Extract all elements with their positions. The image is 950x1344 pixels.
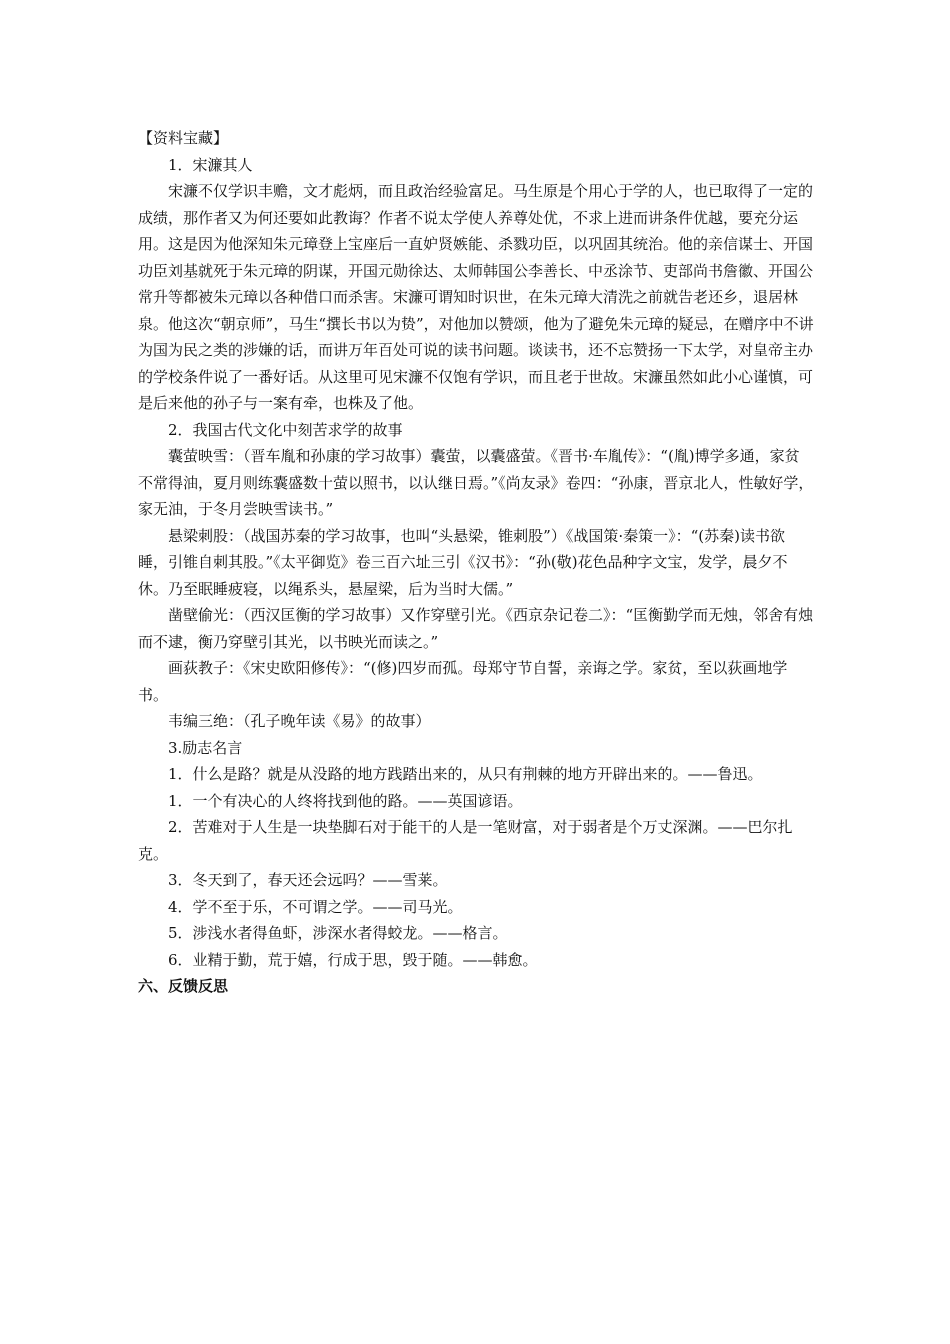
quote-item: 5．涉浅水者得鱼虾，涉深水者得蛟龙。——格言。 [168, 924, 508, 942]
subsection-title-2: 2．我国古代文化中刻苦求学的故事 [168, 420, 403, 439]
section-title-feedback: 六、反馈反思 [138, 977, 229, 995]
quote-item: 6．业精于勤，荒于嬉，行成于思，毁于随。——韩愈。 [168, 950, 538, 969]
quote-item: 4．学不至于乐，不可谓之学。——司马光。 [168, 897, 463, 916]
quote-item: 1．一个有决心的人终将找到他的路。——英国谚语。 [168, 791, 523, 810]
document-body [138, 125, 814, 1000]
story-xuanliang-cigu: 悬梁刺股：（战国苏秦的学习故事，也叫“头悬梁，锥刺股”）《战国策·秦策一》：“(苏秦)读书欲睡，引锥自刺其股。”《太平御览》卷三百六址三引《汉书》：“孙(敬)花色品种字文宝，发学，晨夕不休。乃至眠睡疲寝，以绳系头，悬屋梁，后为当时大儒。” [138, 526, 788, 598]
quote-item: 1．什么是路？就是从没路的地方践踏出来的，从只有荆棘的地方开辟出来的。——鲁迅。 [168, 765, 763, 783]
story-nangying-yingxue: 囊萤映雪：（晋车胤和孙康的学习故事）囊萤，以囊盛萤。《晋书·车胤传》：“(胤)博学多通，家贫不常得油，夏月则练囊盛数十萤以照书，以认继日焉。”《尚友录》卷四：“孙康，晋京北人，性敏好学，家无油，于冬月尝映雪读书。” [138, 447, 814, 518]
story-zaobi-touguang: 凿壁偷光：（西汉匡衡的学习故事）又作穿壁引光。《西京杂记卷二》：“匡衡勤学而无烛，邻舍有烛而不逮，衡乃穿壁引其光，以书映光而读之。” [138, 606, 814, 651]
subsection-title-3: 3.励志名言 [168, 738, 243, 757]
section-header: 【资料宝藏】 [138, 129, 229, 147]
paragraph-song-lian: 宋濂不仅学识丰赡，文才彪炳，而且政治经验富足。马生原是个用心于学的人，也已取得了一定的成绩，那作者又为何还要如此教诲？作者不说太学使人养尊处优，不求上进而讲条件优越，要充分运用。这是因为他深知朱元璋登上宝座后一直妒贤嫉能、杀戮功臣，以巩固其统治。他的亲信谋士、开国功臣刘基就死于朱元璋的阴谋，开国元勋徐达、太师韩国公李善长、中丞涂节、吏部尚书詹徽、开国公常升等都被朱元璋以各种借口而杀害。宋濂可谓知时识世，在朱元璋大清洗之前就告老还乡，退居林泉。他这次“朝京师”，马生“撰长书以为贽”，对他加以赞颂，他为了避免朱元璋的疑忌，在赠序中不讲为国为民之类的涉嫌的话，而讲万年百处可说的读书问题。谈读书，还不忘赞扬一下太学，对皇帝主办的学校条件说了一番好话。从这里可见宋濂不仅饱有学识，而且老于世故。宋濂虽然如此小心谨慎，可是后来他的孙子与一案有牵，也株及了他。 [138, 182, 814, 412]
story-huadi-jiaozi: 画荻教子：《宋史欧阳修传》：“(修)四岁而孤。母郑守节自誓，亲诲之学。家贫，至以荻画地学书。 [138, 659, 788, 704]
subsection-title-1: 1．宋濂其人 [168, 155, 253, 174]
story-weibian-sanjue: 韦编三绝：（孔子晚年读《易》的故事） [168, 712, 431, 730]
quote-item: 2．苦难对于人生是一块垫脚石对于能干的人是一笔财富，对于弱者是个万丈深渊。——巴尔扎克。 [138, 818, 793, 863]
quote-item: 3．冬天到了，春天还会远吗？——雪莱。 [168, 871, 448, 889]
